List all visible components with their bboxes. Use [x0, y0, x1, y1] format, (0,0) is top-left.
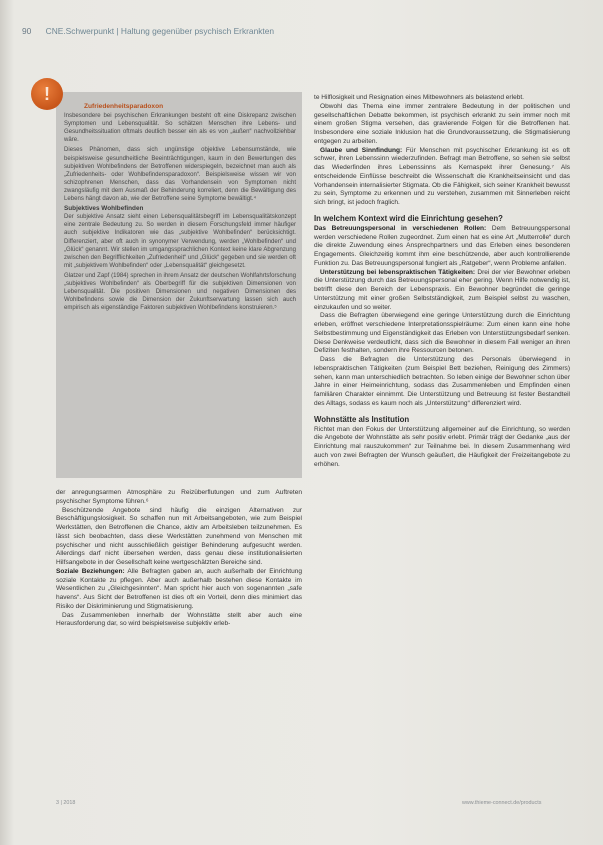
- info-box-paragraph: Der subjektive Ansatz sieht einen Lebensqualitätsbegriff im Lebensqualitätskonzept eine zentrale Bedeutung zu. So werden in diesem Forschungsfeld immer häufiger auch subjektive Indikatoren wie das „subjektive Wohlbefinden“ berücksichtigt. Differenziert, aber oft auch in synonymer Verwendung, werden „Wohlbefinden“ und „Glück“ genannt. Wir stellen im umgangssprachlichen Kontext keine klare Abgrenzung zwischen den Begrifflichkeiten „Zufriedenheit“ und „Glück“ gegeben und sie werden oft mit „subjektivem Wohlbefinden“ oder „Lebensqualität“ gleichgesetzt.: [64, 214, 296, 269]
- paragraph-text: der anregungsarmen Atmosphäre zu Reizüberflutungen und zum Auftreten psychischer Symptome führen.⁶: [56, 489, 302, 505]
- info-box-subheading: Subjektives Wohlbefinden: [64, 205, 144, 213]
- paragraph-lead: Unterstützung bei lebenspraktischen Tätigkeiten:: [320, 268, 476, 276]
- body-paragraph: [314, 147, 570, 208]
- body-paragraph: [314, 269, 570, 313]
- body-paragraph: [314, 94, 570, 103]
- footer-url: www.thieme-connect.de/products: [462, 800, 542, 806]
- running-head-title: CNE.Schwerpunkt | Haltung gegenüber psychisch Erkrankten: [45, 26, 275, 36]
- info-box-paragraph: Insbesondere bei psychischen Erkrankungen besteht oft eine Diskrepanz zwischen Symptomen und Lebensqualität. So schätzen Menschen ihre Lebens- und Gesundheitssituation oftmals deutlich besser ein als es von „außen“ nachvollziehbar wäre.: [64, 113, 296, 144]
- right-text-column: [314, 94, 570, 784]
- info-box-paragraph: Glatzer und Zapf (1984) sprechen in ihrem Ansatz der deutschen Wohlfahrtsforschung „subjektives Wohlbefinden“ als Oberbegriff für die subjektiven Dimensionen von Lebensqualität. Die positiven Dimensionen und negativen Dimensionen des Wohlbefindens sowie die Dimension der Zukunftserwartung lassen sich auch empirisch als eigenständige Faktoren subjektiven Wohlbefindens konstruieren.⁵: [64, 272, 296, 312]
- paragraph-text: Drei der vier Bewohner erleben die Unterstützung durch das Betreuungspersonal eher gering. Wenn Hilfe notwendig ist, betrifft diese den Bereich der Lebenspraxis. Ein Bewohner begründet die geringe Unterstützung mit einer großen Selbstständigkeit, zum Beispiel selbst zu waschen, einzukaufen und so weiter.: [314, 268, 570, 311]
- body-paragraph: [314, 312, 570, 356]
- paragraph-text: Alle Befragten gaben an, auch außerhalb der Einrichtung soziale Kontakte zu pflegen. Aber auch außerhalb bestehen diese Kontakte im Wesentlichen zu „Gleichgesinnten“. Man spricht hier auch von sogenannten „safe havens“. Aus Sicht der Betroffenen ist dies oft ein Vorteil, denn dies minimiert das Risiko der Diskriminierung und Stigmatisierung.: [56, 567, 302, 610]
- body-paragraph: [56, 507, 302, 568]
- section-heading: Wohnstätte als Institution: [314, 414, 410, 424]
- paragraph-lead: Das Betreuungspersonal in verschiedenen Rollen:: [314, 224, 487, 232]
- info-box: [56, 92, 302, 478]
- paragraph-text: Richtet man den Fokus der Unterstützung allgemeiner auf die Einrichtung, so werden die Angebote der Wohnstätte als sehr positiv erlebt. Primär trägt der Gedanke „aus der Einrichtung mal rauszukommen“ zur Teilnahme bei. In diesem Zusammenhang wird auch von zwei Befragten der Wunsch geäußert, die Häufigkeit der Freizeitangebote zu erhöhen.: [314, 425, 570, 468]
- paragraph-text: Dass die Befragten die Unterstützung des Personals überwiegend in lebenspraktischen Tätigkeiten (zum Beispiel Bett beziehen, Reinigung des Zimmers) sehen, kann man unterschiedlich betrachten. So leben einige der Bewohner schon über Jahre in einer Heimeinrichtung, sodass das Zusammenleben und Empfinden einen familiären Charakter einnimmt. Die Unterstützung und Betreuung ist fester Bestandteil des Alltags, sodass es kaum noch als „Unterstützung“ differenziert wird.: [314, 356, 570, 407]
- section-heading: In welchem Kontext wird die Einrichtung gesehen?: [314, 213, 503, 223]
- paragraph-text: te Hilflosigkeit und Resignation eines Mitbewohners als belastend erlebt.: [314, 94, 524, 101]
- left-text-column: [56, 489, 302, 789]
- running-head: [22, 26, 582, 40]
- info-box-content: [56, 92, 302, 312]
- paragraph-text: Beschützende Angebote sind häufig die einzigen Alternativen zur Beschäftigungslosigkeit. So schaffen nun mit Arbeitsangeboten, wie zum Beispiel Werkstätten, den Betroffenen die Chance, aktiv am Arbeitsleben teilzunehmen. Es lässt sich beobachten, dass diese Werkstätten zunehmend von Menschen mit psychischer und nicht ausschließlich geistiger Behinderung aufgesucht werden. Allerdings darf nicht übersehen werden, dass genau diese institutionalisierten Hilfsangebote in der Gesellschaft keine wertgeschätzten Bereiche sind.: [56, 506, 302, 566]
- footer-issue: 3 | 2018: [56, 800, 76, 806]
- paragraph-lead: Glaube und Sinnfindung:: [320, 146, 403, 154]
- exclamation-badge-icon: !: [31, 78, 63, 110]
- paragraph-text: Dem Betreuungspersonal werden verschiedene Rollen zugeordnet. Zum einen hat es eine Art „Mutterrolle“ durch die direkte Zuwendung eines Ansprechpartners und das Erleben eines besonderen Engagements. Gleichzeitig kommt ihm eine beschützende, aber auch kontrollierende Funktion zu. Das Betreuungspersonal fungiert als „Ratgeber“, wenn Probleme anfallen.: [314, 224, 570, 267]
- paragraph-text: Für Menschen mit psychischer Erkrankung ist es oft schwer, ihren Lebenssinn wiederzufinden. Befragt man Betroffene, so sehen sie selbst das Wiederfinden ihres Lebenssinns als Kernaspekt ihrer Genesung.⁷ Als entscheidende Einflüsse beschreibt die Wissenschaft die Krankheitseinsicht und das Vorhandensein internalisierter Stigmata. Ob die Fähigkeit, sich seiner Krankheit bewusst zu sein, Symptome zu erkennen und zu verstehen, zusammen mit Sinnerleben reicht sich bringt, ist jedoch fraglich.: [314, 146, 570, 206]
- paragraph-text: Dass die Befragten überwiegend eine geringe Unterstützung durch die Einrichtung erleben, eröffnet verschiedene Interpretationsspielräume: Zum einen kann eine hohe Selbstbestimmung und Eigenständigkeit das Erleben von Unterstützungsbedarf senken. Diese Denkweise verdeutlicht, dass sich die Bewohner in diesem Fall weniger an ihren Defiziten festhalten, sondern ihre Ressourcen betonen.: [314, 312, 570, 355]
- paragraph-lead: Soziale Beziehungen:: [56, 567, 125, 575]
- body-paragraph: [56, 489, 302, 507]
- paragraph-text: Das Zusammenleben innerhalb der Wohnstätte stellt aber auch eine Herausforderung dar, so wird beispielsweise subjektiv erleb-: [56, 611, 302, 628]
- body-paragraph: [314, 103, 570, 147]
- body-paragraph: [56, 568, 302, 612]
- body-paragraph: [314, 225, 570, 269]
- paragraph-text: Obwohl das Thema eine immer zentralere Bedeutung in der politischen und gesellschaftlichen Debatte bekommen, ist psychisch erkrankt zu sein immer noch mit einem großen Stigma versehen, das gravierende Folgen für die Betroffenen hat. Insbesondere eine soziale Inklusion hat die Grundvoraussetzung, die Stigmatisierung entgegen zu arbeiten.: [314, 102, 570, 145]
- body-paragraph: [314, 356, 570, 409]
- body-paragraph: [314, 426, 570, 470]
- info-box-paragraph: Dieses Phänomen, dass sich ungünstige objektive Lebensumstände, wie beispielsweise gesundheitliche Beeinträchtigungen, kaum in den Bewertungen des subjektiven Wohlbefindens der Betroffenen widerspiegeln, bezeichnet man auch als „Zufriedenheits- oder Wohlbefindensparadoxon“. Beispielsweise wissen wir von schizophrenen Menschen, dass das Vorhandensein von Symptomen nicht zwangsläufig mit dem Ausmaß der Behinderung korreliert, denn die Bewältigung des Lebens hängt davon ab, wie der Betroffene seine Symptome bewältigt.⁴: [64, 147, 296, 203]
- body-paragraph: [56, 612, 302, 630]
- page-number: 90: [22, 26, 32, 36]
- info-box-title: Zufriedenheitsparadoxon: [84, 103, 164, 110]
